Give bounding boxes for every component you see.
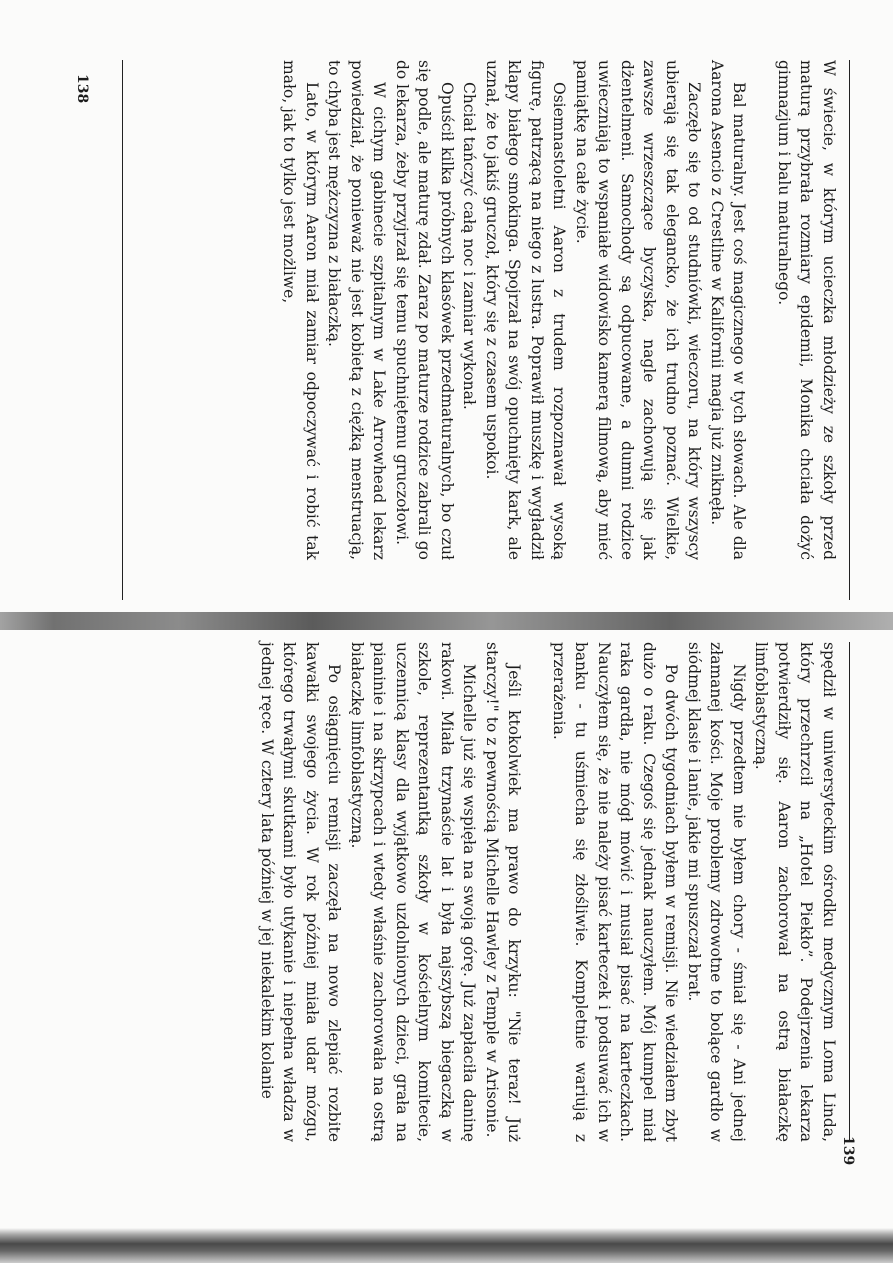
paragraph: Bal maturalny. Jest coś magicznego w tych słowach. Ale dla Aarona Asencio z Crestline w Kalifornii magia już zniknęła.	[708, 60, 749, 560]
book-fold-shadow	[0, 612, 893, 630]
paragraph: W cichym gabinecie szpitalnym w Lake Arrowhead lekarz powiedział, że ponieważ nie jest kobietą z ciężką menstruacją, to chyba jest mężczyzna z białaczką.	[325, 60, 389, 560]
paragraph: Lato, w którym Aaron miał zamiar odpoczywać i robić tak mało, jak to tylko jest możliwe,	[280, 60, 321, 560]
paragraph: Osiemnastoletni Aaron z trudem rozpoznawał wysoką figurę, patrzącą na niego z lustra. Poprawił muszkę i wygładził klapy białego smokinga. Spojrzał na swój opuchnięty kark, ale uznał, że to jakiś gruczoł, który się z czasem uspokoi.	[483, 60, 569, 560]
page-139	[90, 642, 880, 1202]
paragraph: spędził w uniwersyteckim ośrodku medycznym Loma Linda, który przechrzcił na „Hotel Piekło”. Podejrzenia lekarza potwierdziły się. Aaron zachorował na ostrą białaczkę limfoblastyczną.	[752, 642, 838, 1142]
paragraph: Po osiągnięciu remisji zaczęła na nowo zlepiać rozbite kawałki swojego życia. W rok później miała udar mózgu, którego trwałymi skutkami było utykanie i niepełna władza w jednej ręce. W cztery lata później w jej niekalekim kolanie	[258, 642, 344, 1142]
page-bottom-rule	[122, 60, 123, 600]
paragraph: Po dwóch tygodniach byłem w remisji. Nie wiedziałem zbyt dużo o raku. Czegoś się jednak nauczyłem. Mój kumpel miał raka gardła, nie mógł mówić i musiał pisać na karteczkach. Nauczyłem się, że nie należy pisać karteczek i podsuwać ich w banku - tu uśmiecha się złośliwie. Kompletnie wariują z przerażenia.	[550, 642, 681, 1142]
page-number: 138	[74, 74, 90, 104]
page-139-text	[256, 642, 841, 1142]
scan-edge-shadow	[0, 1228, 893, 1263]
page-138	[74, 60, 880, 600]
paragraph: W świecie, w którym ucieczka młodzieży ze szkoły przed maturą przybrała rozmiary epidemii, Monika chciała dożyć gimnazjum i balu maturalnego.	[775, 60, 838, 560]
paragraph: Michelle już się wspięła na swoją górę. Już zapłaciła daninę rakowi. Miała trzynaście lat i była najszybszą biegaczką w szkole, reprezentantką szkoły w kościelnym komitecie, uczennicą klasy dla wyjątkowo uzdolnionych dzieci, grała na pianinie i na skrzypcach i wtedy właśnie zachorowała na ostrą białaczkę limfoblastyczną.	[348, 642, 479, 1142]
paragraph: Chciał tańczyć całą noc i zamiar wykonał.	[460, 82, 479, 410]
paragraph: Opuścił kilka próbnych klasówek przedmaturalnych, bo czuł się podle, ale maturę zdał. Zaraz po maturze rodzice zabrali go do lekarza, żeby przyjrzał się temu spuchniętemu gruczołowi.	[393, 60, 456, 560]
page-top-rule	[849, 60, 850, 600]
paragraph: Nigdy przedtem nie byłem chory - śmiał się - Ani jednej złamanej kości. Moje problemy zdrowotne to bolące gardło w siódmej klasie i lanie, jakie mi spuszczał brat.	[685, 642, 748, 1142]
page-138-text	[278, 60, 840, 560]
paragraph: Jeśli ktokolwiek ma prawo do krzyku: "Nie teraz! Już starczy!" to z pewnością Michelle Hawley z Temple w Arisonie.	[483, 642, 524, 1142]
page-top-rule	[849, 642, 850, 1142]
paragraph: Zaczęło się to od studniówki, wieczoru, na który wszyscy ubierają się tak elegancko, że ich trudno poznać. Wielkie, zawsze wrzeszczące byczyska, nagle zachowują się jak dżentelmeni. Samochody są odpucowane, a dumni rodzice uwieczniają to wspaniałe widowisko kamerą filmową, aby mieć pamiątkę na całe życie.	[573, 60, 704, 560]
page-number: 139	[840, 1136, 856, 1166]
